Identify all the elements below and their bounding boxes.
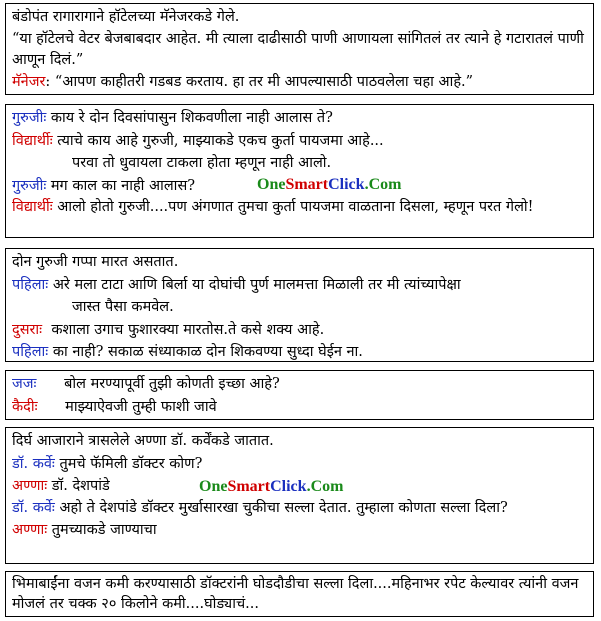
joke-3-line-5 [12,341,587,364]
speaker-guruji: गुरुजीः [12,177,47,194]
watermark-click: Click [328,176,365,193]
watermark-com: .Com [364,176,402,193]
watermark-smart: Smart [227,478,271,495]
joke-5-line-1 [12,430,587,453]
watermark-one: One [199,478,228,495]
joke-2-line-2 [12,130,587,153]
speaker-dr-karve: डॉ. कर्वेः [12,499,55,516]
dialogue-text: अहो ते देशपांडे डॉक्टर मुर्खासारखा चुकीचा सल्ला देतात. तुम्हाला कोणता सल्ला दिला? [54,499,508,516]
narration-text: दिर्घ आजाराने त्रासलेले अण्णा डॉ. कर्वेंकडे जातात. [12,433,274,449]
speaker-first: पहिलाः [12,344,49,360]
dialogue-text: का नाही? सकाळ संध्याकाळ दोन शिकवण्या सुध्दा घेईन ना. [48,344,363,360]
dialogue-text: आलो होतो गुरुजी....पण अंगणात तुमचा कुर्ता पायजमा वाळताना दिसला, म्हणून परत गेलो! [52,199,534,215]
speaker-dr-karve: डॉ. कर्वेः [12,455,55,472]
speaker-judge: जजः [12,376,37,392]
dialogue-text: तुमचे फॅमिली डॉक्टर कोण? [54,455,203,472]
watermark-click: Click [270,478,307,495]
joke-3-line-1 [12,251,587,274]
watermark-one: One [257,176,286,193]
dialogue-text: काय रे दोन दिवसांपासुन शिकवणीला नाही आलास ते? [46,110,333,126]
joke-5-line-5 [12,519,587,542]
joke-4-line-2 [12,396,587,419]
speaker-student: विद्यार्थीः [12,132,53,149]
joke-box-2 [5,104,594,238]
dialogue-text: डॉ. देशपांडे [47,478,110,494]
dialogue-text: तुमच्याकडे जाण्याचा [47,521,157,538]
speaker-second: दुसराः [12,321,43,338]
speaker-guruji: गुरुजीः [12,110,47,126]
dialogue-text: “या हॉटेलचे वेटर बेजबाबदार आहेत. मी त्याला दाढीसाठी पाणी आणायला सांगितलं तर त्याने हे गटारातलं पाणी आणून दिलं.” [12,30,584,68]
joke-box-1 [5,3,594,95]
dialogue-text: मग काल का नाही आलास? [46,177,196,194]
narration-text: दोन गुरुजी गप्पा मारत असतात. [12,254,179,270]
watermark-logo-2 [199,478,343,496]
speaker-student: विद्यार्थीः [12,199,53,215]
joke-1-line-3 [12,71,587,94]
speaker-anna: अण्णाः [12,478,48,494]
speaker-prisoner: कैदीः [12,398,38,415]
joke-5-line-4 [12,498,587,519]
joke-3-line-3 [12,296,587,319]
dialogue-text: माझ्याऐवजी तुम्ही फाशी जावे [37,398,217,415]
joke-box-6 [5,571,594,617]
narration-text: भिमाबाईंना वजन कमी करण्यासाठी डॉक्टरांनी घोडदौडीचा सल्ला दिला....महिनाभर रपेट केल्यावर त्यांनी वजन मोजलं तर चक्क २० किलोने कमी....घोड्याचं... [12,576,579,612]
dialogue-text: बोल मरण्यापूर्वी तुझी कोणती इच्छा आहे? [36,376,280,392]
joke-2-line-3 [12,152,587,175]
speaker-manager: मॅनेजर [12,73,46,90]
watermark-smart: Smart [285,176,329,193]
dialogue-text: : “आपण काहीतरी गडबड करताय. हा तर मी आपल्यासाठी पाठवलेला चहा आहे.” [45,73,474,90]
dialogue-text: कशाला उगाच फुशारक्या मारतोस.ते कसे शक्य आहे. [42,321,325,338]
joke-5-line-2 [12,453,587,476]
watermark-logo-1 [257,176,401,194]
joke-2-line-5 [12,197,587,218]
speaker-first: पहिलाः [12,276,49,293]
joke-box-4 [5,370,594,420]
joke-box-3 [5,248,594,362]
speaker-anna: अण्णाः [12,521,48,538]
dialogue-text: परवा तो धुवायला टाकला होता म्हणून नाही आलो. [72,155,332,171]
joke-3-line-2 [12,274,587,297]
joke-1-line-1 [12,6,587,29]
joke-4-line-1 [12,373,587,396]
dialogue-text: अरे मला टाटा आणि बिर्ला या दोघांची पुर्ण मालमत्ता मिळाली तर मी त्यांच्यापेक्षा [48,276,461,293]
watermark-com: .Com [306,478,344,495]
joke-6-line-1 [12,574,587,614]
joke-3-line-4 [12,319,587,342]
narration-text: बंडोपंत रागारागाने हॉटेलच्या मॅनेजरकडे गेले. [12,9,240,25]
dialogue-text: जास्त पैसा कमवेल. [72,299,174,315]
joke-2-line-1 [12,107,587,130]
dialogue-text: त्याचे काय आहे गुरुजी, माझ्याकडे एकच कुर्ता पायजमा आहे... [52,132,384,149]
joke-1-line-2 [12,29,587,71]
